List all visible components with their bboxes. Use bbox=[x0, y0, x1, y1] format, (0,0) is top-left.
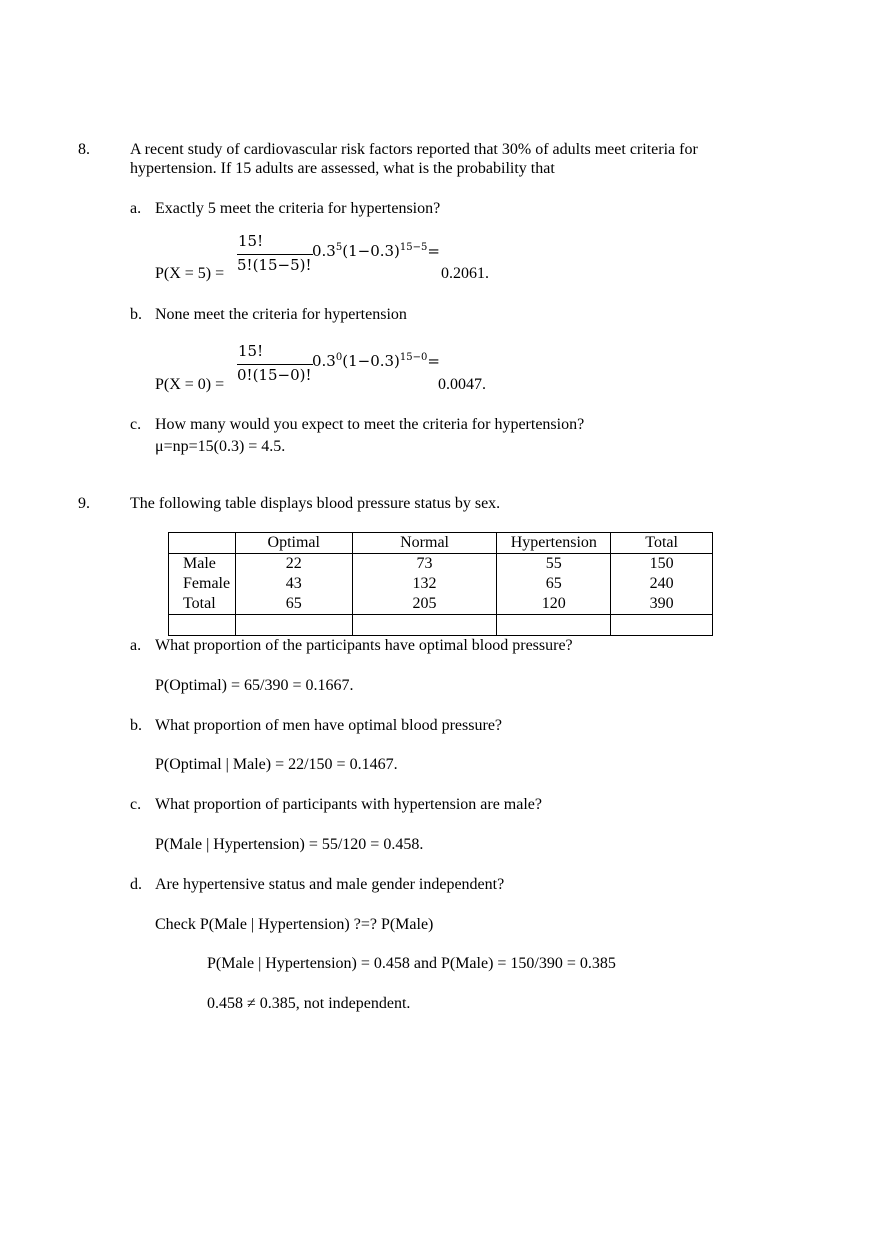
q9d-letter: d. bbox=[130, 876, 142, 893]
table-header-cell: Total bbox=[611, 533, 713, 554]
q9c-question: What proportion of participants with hypertension are male? bbox=[155, 796, 542, 813]
q9a-letter: a. bbox=[130, 637, 142, 654]
table-row bbox=[169, 554, 713, 615]
q9d-question: Are hypertensive status and male gender independent? bbox=[155, 876, 505, 893]
q9d-check: Check P(Male | Hypertension) ?=? P(Male) bbox=[155, 916, 434, 933]
row-label-male: Male bbox=[183, 555, 216, 572]
table-cell: 240 bbox=[649, 575, 674, 592]
q9b-letter: b. bbox=[130, 717, 142, 734]
q8a-fraction-numerator: 15! bbox=[238, 232, 264, 250]
q9d-line-1: P(Male | Hypertension) = 0.458 and P(Male) = 150/390 = 0.385 bbox=[207, 955, 616, 972]
q9b-question: What proportion of men have optimal blood pressure? bbox=[155, 717, 503, 734]
q8b-letter: b. bbox=[130, 306, 142, 323]
table-cell: 22 bbox=[285, 555, 302, 572]
q8a-question: Exactly 5 meet the criteria for hypertension? bbox=[155, 200, 441, 217]
question-9-number: 9. bbox=[78, 495, 90, 512]
q8a-lhs: P(X = 5) = bbox=[155, 265, 225, 282]
q8a-fraction-bar bbox=[237, 254, 313, 255]
table-header-cell: Normal bbox=[352, 533, 497, 554]
q8c-answer: μ=np=15(0.3) = 4.5. bbox=[155, 438, 286, 455]
row-label-female: Female bbox=[183, 575, 231, 592]
table-header-row bbox=[169, 533, 713, 554]
table-cell: 205 bbox=[412, 595, 437, 612]
q9c-letter: c. bbox=[130, 796, 142, 813]
question-8-text: A recent study of cardiovascular risk factors reported that 30% of adults meet criteria for hypertension. If 15 adults are assessed, what is the probability that bbox=[130, 141, 698, 178]
table-cell: 132 bbox=[412, 575, 437, 592]
table-cell: 65 bbox=[285, 595, 302, 612]
q9d-line-2: 0.458 ≠ 0.385, not independent. bbox=[207, 995, 411, 1012]
q8b-question: None meet the criteria for hypertension bbox=[155, 306, 407, 323]
question-9-text: The following table displays blood pressure status by sex. bbox=[130, 495, 501, 512]
q8b-lhs: P(X = 0) = bbox=[155, 376, 225, 393]
q9a-answer: P(Optimal) = 65/390 = 0.1667. bbox=[155, 677, 354, 694]
mu-symbol: μ bbox=[155, 438, 164, 455]
table-empty-row bbox=[169, 615, 713, 636]
q8b-fraction-denominator: 0!(15−0)! bbox=[237, 366, 312, 384]
q8b-fraction-bar bbox=[237, 364, 313, 365]
question-8-number: 8. bbox=[78, 141, 90, 158]
table-cell: 390 bbox=[649, 595, 674, 612]
table-cell: 55 bbox=[545, 555, 562, 572]
q8b-fraction-numerator: 15! bbox=[238, 342, 264, 360]
q8a-fraction-denominator: 5!(15−5)! bbox=[237, 256, 312, 274]
table-cell: 120 bbox=[541, 595, 566, 612]
q8a-result: 0.2061. bbox=[441, 265, 489, 282]
table-cell: 43 bbox=[285, 575, 302, 592]
table-header-cell: Hypertension bbox=[497, 533, 611, 554]
q8b-binomial-terms: $0.3^0(1-0.3)^{15-0}=$ bbox=[312, 352, 440, 370]
table-cell: 150 bbox=[649, 555, 674, 572]
table-cell: 65 bbox=[545, 575, 562, 592]
table-header-cell bbox=[169, 533, 236, 554]
blood-pressure-table bbox=[168, 532, 713, 636]
q8b-result: 0.0047. bbox=[438, 376, 486, 393]
q8c-letter: c. bbox=[130, 416, 142, 433]
q9a-question: What proportion of the participants have optimal blood pressure? bbox=[155, 637, 573, 654]
q8a-letter: a. bbox=[130, 200, 142, 217]
q9b-answer: P(Optimal | Male) = 22/150 = 0.1467. bbox=[155, 756, 398, 773]
table-cell: 73 bbox=[416, 555, 433, 572]
q8a-binomial-terms: $0.3^5(1-0.3)^{15-5}=$ bbox=[312, 242, 440, 260]
q8c-question: How many would you expect to meet the criteria for hypertension? bbox=[155, 416, 585, 433]
row-label-total: Total bbox=[183, 595, 216, 612]
table-header-cell: Optimal bbox=[235, 533, 352, 554]
q9c-answer: P(Male | Hypertension) = 55/120 = 0.458. bbox=[155, 836, 424, 853]
